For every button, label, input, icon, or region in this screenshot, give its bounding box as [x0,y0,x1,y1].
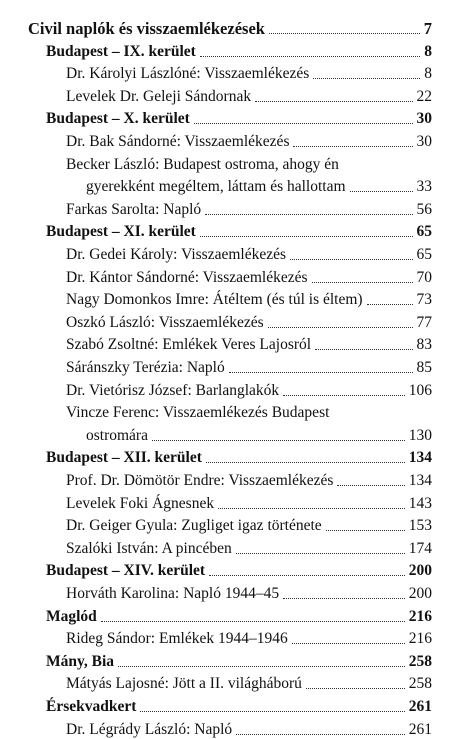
toc-entry-title: Dr. Légrády László: Napló [66,720,233,738]
toc-entry [66,88,432,106]
dot-leader [236,553,405,554]
dot-leader [290,259,412,260]
toc-entry [66,336,432,354]
toc-entry [66,630,432,648]
dot-leader [283,598,405,599]
toc-page-number: 8 [424,42,432,60]
toc-section-heading [46,653,432,671]
dot-leader [236,734,405,735]
toc-entry-title: Maglód [46,607,97,625]
dot-leader [306,688,405,689]
toc-page-number: 65 [416,246,432,263]
toc-page-number: 258 [408,675,432,693]
toc-entry-title: Dr. Kántor Sándorné: Visszaemlékezés [66,268,308,286]
toc-page-number: 261 [408,698,432,715]
toc-page-number: 200 [408,562,432,580]
toc-entry-title: Budapest – X. kerület [46,110,190,128]
toc-page-number: 7 [423,19,432,38]
toc-entry [66,540,432,558]
toc-page-number: 33 [416,178,432,196]
toc-entry [66,269,432,287]
toc-entry [66,201,432,219]
toc-entry-title: Horváth Karolina: Napló 1944–45 [66,585,280,602]
toc-entry [66,382,432,400]
toc-entry [66,246,432,264]
toc-entry-title: Érsekvadkert [46,698,137,715]
toc-entry-title: ostromára [86,426,148,444]
toc-entry [66,517,432,535]
toc-part-heading [28,20,432,38]
toc-entry-title: Dr. Bak Sándorné: Visszaemlékezés [66,133,290,150]
toc-entry-title: Rideg Sándor: Emlékek 1944–1946 [66,630,288,648]
toc-page-number: 153 [408,517,432,535]
dot-leader [313,78,420,79]
toc-entry [66,721,432,739]
toc-page-number: 106 [408,381,432,399]
toc-section-heading [46,698,432,716]
toc-page-number: 73 [416,291,432,309]
toc-page-number: 200 [408,585,432,602]
toc-page-number: 70 [416,268,432,286]
toc-entry [66,291,432,309]
toc-entry-title: Dr. Károlyi Lászlóné: Visszaemlékezés [66,65,310,83]
dot-leader [200,56,420,57]
toc-page-number: 30 [416,133,432,150]
dot-leader [255,101,412,102]
toc-entry [86,427,432,445]
toc-entry-title: Mány, Bia [46,652,115,670]
toc-page-number: 174 [408,539,432,557]
toc-page-number: 83 [416,336,432,354]
dot-leader [206,462,405,463]
dot-leader [209,575,405,576]
toc-section-heading [46,43,432,61]
toc-entry-title: Szalóki István: A pincében [66,539,232,557]
toc-entry [66,495,432,513]
toc-section-heading [46,223,432,241]
toc-entry-title: Budapest – XII. kerület [46,449,202,467]
toc-entry-title: Szabó Zsoltné: Emlékek Veres Lajosról [66,336,312,354]
toc-page-number: 216 [408,607,432,625]
dot-leader [292,643,405,644]
toc-page-number: 85 [416,359,432,376]
dot-leader [229,372,413,373]
toc-entry-title: Budapest – XI. kerület [46,223,196,241]
dot-leader [312,282,413,283]
dot-leader [293,146,412,147]
toc-entry [66,472,432,490]
toc-page-number: 8 [424,65,432,83]
toc-entry-title: Levelek Dr. Geleji Sándornak [66,87,252,105]
toc-entry-title: Civil naplók és visszaemlékezések [28,19,265,38]
toc-entry-title: Farkas Sarolta: Napló [66,200,202,218]
dot-leader [350,191,413,192]
toc-entry [66,585,432,603]
toc-entry-title: Sáránszky Terézia: Napló [66,359,225,376]
toc-entry-title: Vincze Ferenc: Visszaemlékezés Budapest [66,404,330,422]
toc-section-heading [46,449,432,467]
dot-leader [118,666,405,667]
toc-entry [66,359,432,377]
toc-entry-title: gyerekként megéltem, láttam és hallottam [86,178,346,196]
toc-page-number: 56 [416,200,432,218]
toc-section-heading [46,562,432,580]
dot-leader [337,485,404,486]
toc-entry-title: Budapest – XIV. kerület [46,562,206,580]
toc-page-number: 143 [408,494,432,512]
toc-page-number: 216 [408,630,432,648]
toc-section-heading [46,608,432,626]
toc-entry-title: Nagy Domonkos Imre: Átéltem (és túl is éltem) [66,291,363,309]
toc-entry [66,675,432,693]
dot-leader [315,349,412,350]
toc-entry-title: Mátyás Lajosné: Jött a II. világháború [66,675,302,693]
dot-leader [269,33,420,34]
toc-entry-title: Becker László: Budapest ostroma, ahogy én [66,155,339,173]
toc-page-number: 258 [408,652,432,670]
dot-leader [101,621,405,622]
toc-page-number: 261 [408,720,432,738]
toc-entry-title: Budapest – IX. kerület [46,42,196,60]
toc-entry-title: Dr. Gedei Károly: Visszaemlékezés [66,246,287,263]
toc-entry [66,314,432,332]
dot-leader [152,440,405,441]
dot-leader [140,711,404,712]
dot-leader [326,530,405,531]
toc-entry-title: Levelek Foki Ágnesnek [66,494,215,512]
toc-section-heading [46,110,432,128]
toc-page-number: 134 [408,472,432,489]
dot-leader [367,304,413,305]
dot-leader [283,395,405,396]
dot-leader [268,327,413,328]
toc-entry-title: Dr. Geiger Gyula: Zugliget igaz története [66,517,322,535]
toc-page-number: 22 [416,87,432,105]
dot-leader [205,214,412,215]
toc-entry-title: Oszkó László: Visszaemlékezés [66,313,264,331]
toc-page-number: 134 [408,449,432,467]
dot-leader [200,236,413,237]
toc-entry [66,133,432,151]
toc-page-number: 130 [408,426,432,444]
dot-leader [218,508,405,509]
toc-page-number: 30 [416,110,432,128]
toc-entry [66,65,432,83]
dot-leader [194,123,413,124]
toc-entry-title: Dr. Vietórisz József: Barlanglakók [66,381,280,399]
toc-entry-title: Prof. Dr. Dömötör Endre: Visszaemlékezés [66,472,334,489]
toc-page-number: 65 [416,223,432,241]
toc-entry [86,178,432,196]
toc-page-number: 77 [416,313,432,331]
